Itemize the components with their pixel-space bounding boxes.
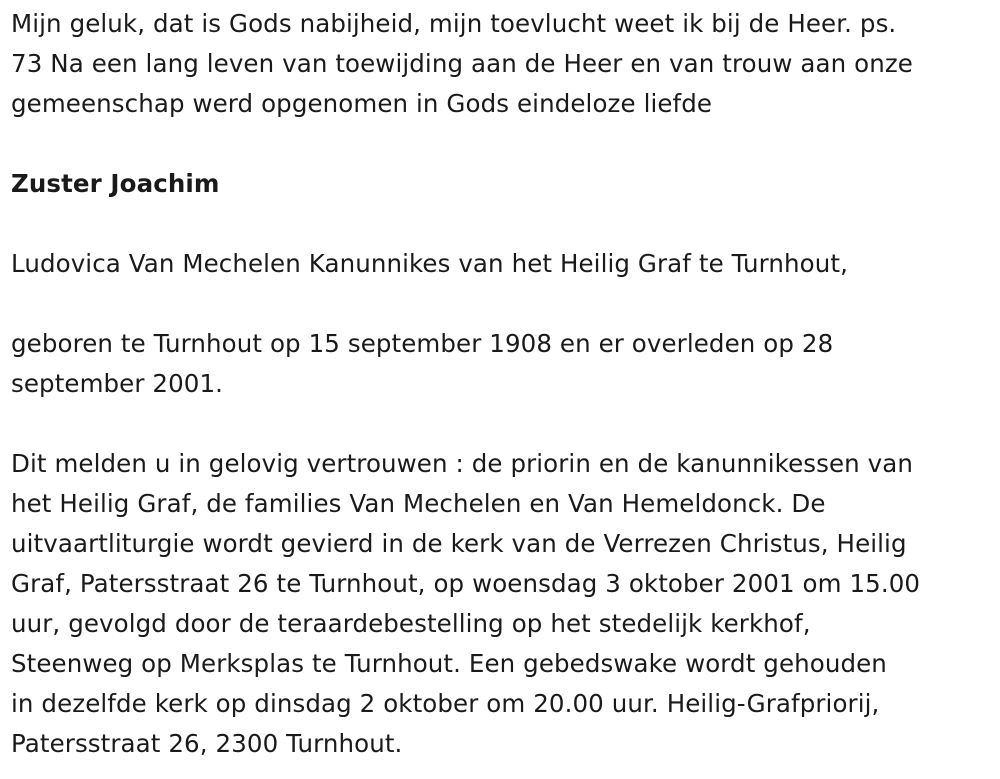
intro-line: 73 Na een lang leven van toewijding aan de Heer en van trouw aan onze [11, 49, 913, 78]
notice-line: in dezelfde kerk op dinsdag 2 oktober om 20.00 uur. Heilig-Grafpriorij, [11, 689, 880, 718]
obituary-document [11, 4, 996, 764]
identity-line: Ludovica Van Mechelen Kanunnikes van het Heilig Graf te Turnhout, [11, 249, 848, 278]
notice-line: het Heilig Graf, de families Van Mechelen en Van Hemeldonck. De [11, 489, 826, 518]
birth-death-line: geboren te Turnhout op 15 september 1908 en er overleden op 28 [11, 329, 834, 358]
notice-line: Patersstraat 26, 2300 Turnhout. [11, 729, 403, 758]
paragraph-spacer [11, 124, 996, 164]
notice-line: Steenweg op Merksplas te Turnhout. Een gebedswake wordt gehouden [11, 649, 887, 678]
notice-line: uur, gevolgd door de teraardebestelling op het stedelijk kerkhof, [11, 609, 811, 638]
intro-line: Mijn geluk, dat is Gods nabijheid, mijn toevlucht weet ik bij de Heer. ps. [11, 9, 897, 38]
paragraph-spacer [11, 284, 996, 324]
intro-line: gemeenschap werd opgenomen in Gods eindeloze liefde [11, 89, 713, 118]
deceased-name: Zuster Joachim [11, 169, 220, 198]
paragraph-spacer [11, 204, 996, 244]
paragraph-spacer [11, 404, 996, 444]
notice-line: Dit melden u in gelovig vertrouwen : de priorin en de kanunnikessen van [11, 449, 913, 478]
notice-line: Graf, Patersstraat 26 te Turnhout, op woensdag 3 oktober 2001 om 15.00 [11, 569, 921, 598]
notice-line: uitvaartliturgie wordt gevierd in de kerk van de Verrezen Christus, Heilig [11, 529, 907, 558]
birth-death-line: september 2001. [11, 369, 224, 398]
